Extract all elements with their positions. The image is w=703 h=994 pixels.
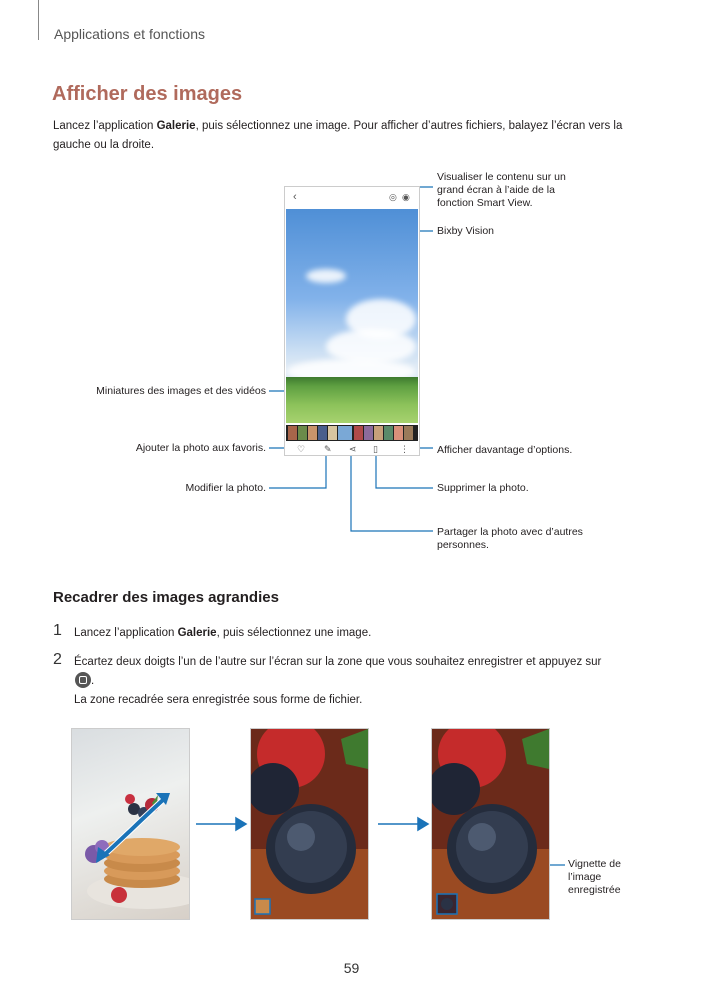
running-header: Applications et fonctions <box>54 26 205 42</box>
annotation-smart-view: Visualiser le contenu sur un grand écran à l’aide de la fonction Smart View. <box>437 171 566 209</box>
heart-icon[interactable]: ♡ <box>297 444 306 454</box>
step-2-note: La zone recadrée sera enregistrée sous forme de fichier. <box>74 694 363 706</box>
share-icon[interactable]: ⋖ <box>349 444 357 454</box>
annotation-share: Partager la photo avec d’autres personnes. <box>437 526 583 551</box>
annotation-edit: Modifier la photo. <box>185 482 266 494</box>
step-2-end: . <box>91 675 95 687</box>
step-2-number: 2 <box>53 651 62 668</box>
pancake-photo <box>71 728 190 920</box>
smart-view-icon[interactable]: ◎ <box>389 192 397 202</box>
page-number: 59 <box>343 960 360 976</box>
zoomed-illustration <box>251 729 368 919</box>
step-2-body: Écartez deux doigts l’un de l’autre sur l’écran sur la zone que vous souhaitez enregistrer et appuyez sur <box>74 656 602 668</box>
intro-app-name: Galerie <box>156 120 196 132</box>
subsection-title: Recadrer des images agrandies <box>53 589 279 606</box>
back-icon[interactable]: ‹ <box>293 191 297 203</box>
capture-icon <box>75 672 91 688</box>
step-2-icon-line <box>75 671 94 691</box>
step-1-app-name: Galerie <box>177 627 217 639</box>
step-1-number: 1 <box>53 622 62 639</box>
step-2-text <box>74 653 644 672</box>
annotation-thumbnails: Miniatures des images et des vidéos <box>96 385 266 397</box>
annotation-saved-thumbnail: Vignette de l’image enregistrée <box>568 858 621 896</box>
phone-screenshot <box>284 186 420 456</box>
saved-photo <box>431 728 550 920</box>
step-1-prefix: Lancez l’application <box>74 627 178 639</box>
thumbnail-strip[interactable] <box>286 425 418 441</box>
pencil-icon[interactable]: ✎ <box>324 444 332 454</box>
field-photo <box>286 377 418 423</box>
bixby-vision-icon[interactable]: ◉ <box>402 192 410 202</box>
step-1-text <box>74 624 371 643</box>
saved-illustration <box>432 729 549 919</box>
zoomed-photo <box>250 728 369 920</box>
intro-prefix: Lancez l’application <box>53 120 157 132</box>
trash-icon[interactable]: ▯ <box>373 444 378 454</box>
step-1-suffix: , puis sélectionnez une image. <box>216 627 372 639</box>
annotation-delete: Supprimer la photo. <box>437 482 529 494</box>
more-icon[interactable]: ⋮ <box>400 444 409 454</box>
bottom-toolbar <box>285 444 419 454</box>
section-title: Afficher des images <box>52 83 243 105</box>
annotation-more: Afficher davantage d’options. <box>437 444 573 456</box>
annotation-bixby: Bixby Vision <box>437 225 495 237</box>
intro-suffix: , puis sélectionnez une image. Pour afficher d’autres fichiers, balayez l’écran vers la gauche ou la droite. <box>53 120 623 151</box>
annotation-favorites: Ajouter la photo aux favoris. <box>135 442 266 454</box>
pancake-illustration <box>72 729 189 919</box>
